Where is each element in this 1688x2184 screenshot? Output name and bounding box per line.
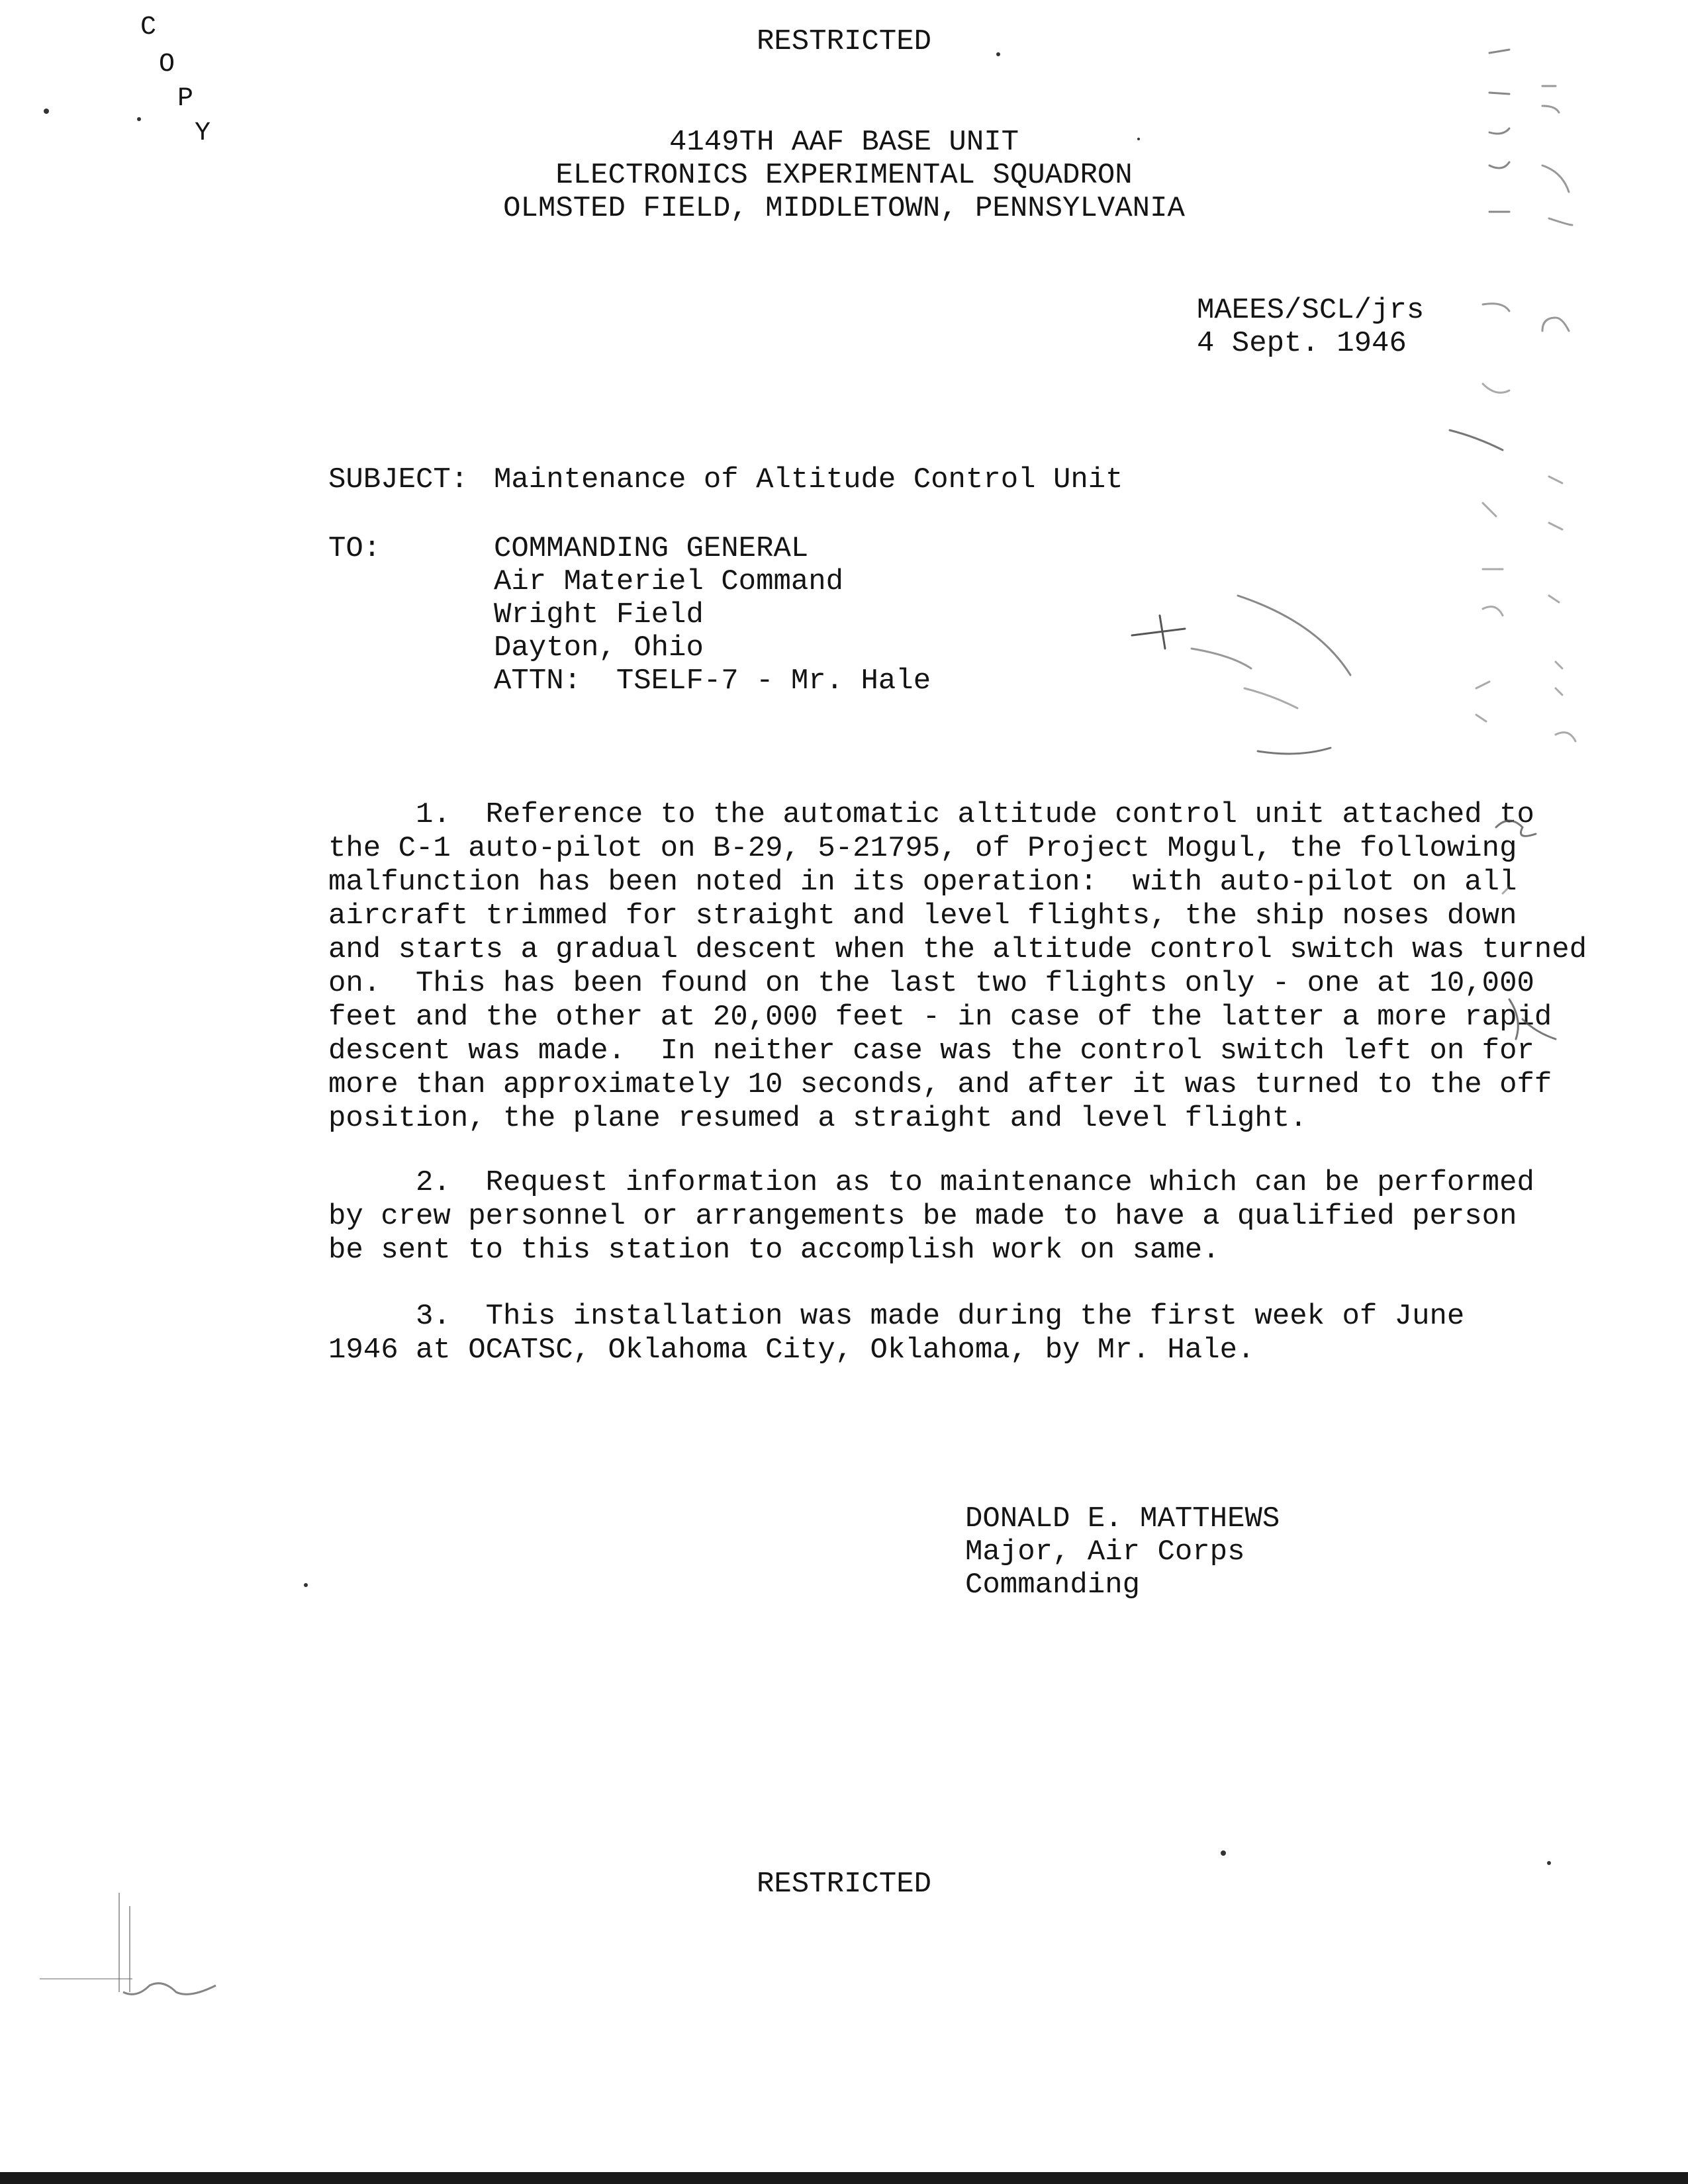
signer-rank: Major, Air Corps	[965, 1535, 1245, 1569]
body-line: on. This has been found on the last two flights only - one at 10,000	[328, 967, 1534, 1000]
body-line: position, the plane resumed a straight and level flight.	[328, 1102, 1307, 1135]
classification-bottom: RESTRICTED	[756, 1868, 932, 1901]
letterhead-squadron: ELECTRONICS EXPERIMENTAL SQUADRON	[555, 159, 1133, 192]
body-line: and starts a gradual descent when the altitude control switch was turned	[328, 933, 1587, 966]
body-line: the C-1 auto-pilot on B-29, 5-21795, of Project Mogul, the following	[328, 832, 1517, 865]
body-line: malfunction has been noted in its operation: with auto-pilot on all	[328, 866, 1517, 899]
copy-letter-c: C	[140, 13, 157, 42]
addressee-line: Wright Field	[494, 598, 704, 631]
reference-code: MAEES/SCL/jrs	[1197, 294, 1425, 327]
pencil-cross-mark	[1132, 615, 1185, 649]
subject-label: SUBJECT:	[328, 463, 469, 496]
signer-name: DONALD E. MATTHEWS	[965, 1502, 1280, 1535]
body-line: more than approximately 10 seconds, and after it was turned to the off	[328, 1068, 1552, 1101]
body-line: 1946 at OCATSC, Oklahoma City, Oklahoma, by Mr. Hale.	[328, 1334, 1255, 1367]
body-line: descent was made. In neither case was the control switch left on for	[328, 1034, 1534, 1068]
copy-letter-o: O	[159, 50, 175, 79]
copy-letter-p: P	[177, 84, 194, 114]
body-line: 3. This installation was made during the first week of June	[328, 1300, 1465, 1333]
scan-bottom-edge	[0, 2172, 1688, 2184]
body-line: feet and the other at 20,000 feet - in case of the latter a more rapid	[328, 1001, 1552, 1034]
letterhead-location: OLMSTED FIELD, MIDDLETOWN, PENNSYLVANIA	[503, 192, 1185, 225]
addressee-line: Air Materiel Command	[494, 565, 844, 598]
subject-text: Maintenance of Altitude Control Unit	[494, 463, 1123, 496]
letter-date: 4 Sept. 1946	[1197, 327, 1407, 360]
addressee-line: COMMANDING GENERAL	[494, 532, 809, 565]
letterhead-unit: 4149TH AAF BASE UNIT	[669, 126, 1019, 159]
body-line: aircraft trimmed for straight and level flights, the ship noses down	[328, 899, 1517, 933]
signer-title: Commanding	[965, 1569, 1141, 1602]
attention-line: ATTN: TSELF-7 - Mr. Hale	[494, 664, 931, 698]
to-label: TO:	[328, 532, 381, 565]
copy-letter-y: Y	[195, 118, 211, 148]
body-line: 2. Request information as to maintenance which can be performed	[328, 1166, 1534, 1199]
body-line: 1. Reference to the automatic altitude control unit attached to	[328, 798, 1534, 831]
body-line: by crew personnel or arrangements be made to have a qualified person	[328, 1200, 1517, 1233]
body-line: be sent to this station to accomplish work on same.	[328, 1234, 1220, 1267]
addressee-line: Dayton, Ohio	[494, 631, 704, 664]
classification-top: RESTRICTED	[756, 25, 932, 58]
